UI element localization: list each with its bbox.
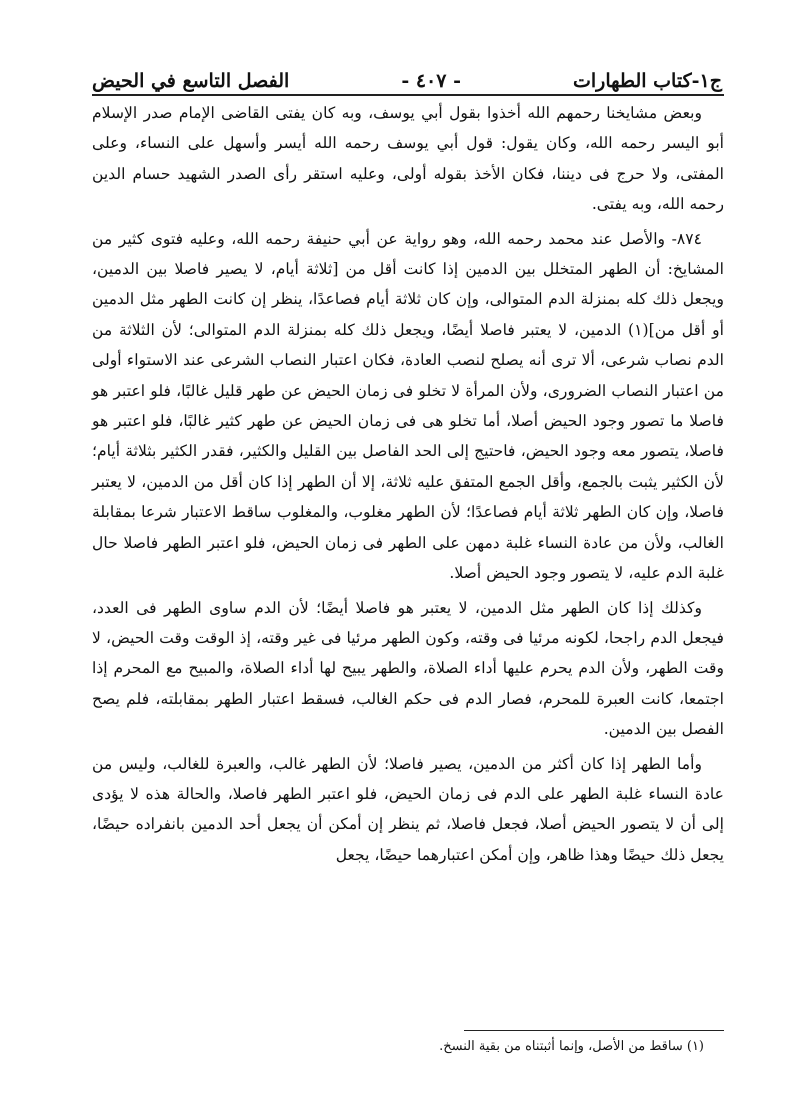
header-rule (92, 94, 724, 96)
book-section-title: ج١-كتاب الطهارات (573, 70, 722, 92)
paragraph-1: وبعض مشايخنا رحمهم الله أخذوا بقول أبي يوسف، وبه كان يفتى القاضى الإمام صدر الإسلام أبو اليسر رحمه الله، وكان يقول: قول أبي يوسف رحمه الله أيسر وأسهل على النساء، وعلى المفتى، ولا حرج فى ديننا، فكان الأخذ بقوله أولى، وعليه استقر رأى الصدر الشهيد حسام الدين رحمه الله، وبه يفتى. (92, 104, 724, 214)
footnote: (١) ساقط من الأصل، وإنما أثبتناه من بقية النسخ. (439, 1039, 704, 1054)
paragraph-2: ٨٧٤- والأصل عند محمد رحمه الله، وهو رواية عن أبي حنيفة رحمه الله، وعليه فتوى كثير من المشايخ: أن الطهر المتخلل بين الدمين إذا كانت أقل من [ثلاثة أيام، لا يصير فاصلا بين الدمين، ويجعل ذلك كله بمنزلة الدم المتوالى، وإن كان ثلاثة أيام فصاعدًا، ينظر إن كانت الطهر مثل الدمين أو أقل من](١) الدمين، لا يعتبر فاصلا أيضًا، ويجعل ذلك كله بمنزلة الدم المتوالى؛ لأن الثلاثة من الدم نصاب شرعى، ألا ترى أنه يصلح لنصب العادة، فكان اعتبار النصاب الشرعى عند الاستواء أولى من اعتبار النصاب الضرورى، ولأن المرأة لا تخلو فى زمان الحيض عن طهر قليل غالبًا، فلو اعتبر هو فاصلا ما تصور وجود الحيض أصلا، أما تخلو هى فى زمان الحيض عن طهر كثير غالبًا، فلو اعتبر هو فاصلا، يتصور معه وجود الحيض، فاحتيج إلى الحد الفاصل بين القليل والكثير، فقدر الكثير بثلاثة أيام؛ لأن الكثير يثبت بالجمع، وأقل الجمع المتفق عليه ثلاثة، إلا أن الطهر إذا كان أقل من الدمين، لا يعتبر فاصلا، وإن كان الطهر ثلاثة أيام فصاعدًا؛ لأن الطهر مغلوب، والمغلوب ساقط الاعتبار شرعا بمقابلة الغالب، ولأن من عادة النساء غلبة دمهن على الطهر فى زمان الحيض، فلو اعتبر الطهر فاصلا حال غلبة الدم عليه، لا يتصور وجود الحيض أصلا. (92, 229, 724, 583)
footnote-rule (464, 1030, 724, 1031)
body-text (92, 98, 724, 870)
running-header (92, 58, 722, 92)
page-number: - ٤٠٧ - (401, 70, 461, 92)
paragraph-4: وأما الطهر إذا كان أكثر من الدمين، يصير فاصلا؛ لأن الطهر غالب، والعبرة للغالب، وليس من عادة النساء غلبة الطهر على الدم فى زمان الحيض، فلو اعتبر الطهر فاصلا، والحالة هذه لا يؤدى إلى أن لا يتصور الحيض أصلا، فجعل فاصلا، ثم ينظر إن أمكن أن يجعل أحد الدمين بانفراده حيضًا، يجعل ذلك حيضًا وهذا ظاهر، وإن أمكن اعتبارهما حيضًا، يجعل (92, 754, 724, 864)
chapter-title: الفصل التاسع في الحيض (92, 70, 290, 92)
paragraph-3: وكذلك إذا كان الطهر مثل الدمين، لا يعتبر هو فاصلا أيضًا؛ لأن الدم ساوى الطهر فى العدد، فيجعل الدم راجحا، لكونه مرئيا فى وقته، وكون الطهر مرئيا فى غير وقته، إذ الوقت وقت الحيض، لا وقت الطهر، ولأن الدم يحرم عليها أداء الصلاة، والطهر يبيح لها أداء الصلاة، والمبيح مع المحرم إذا اجتمعا، كانت العبرة للمحرم، فصار الدم فى حكم الغالب، فسقط اعتبار الطهر بمقابلته، فلم يصح الفصل بين الدمين. (92, 598, 724, 739)
